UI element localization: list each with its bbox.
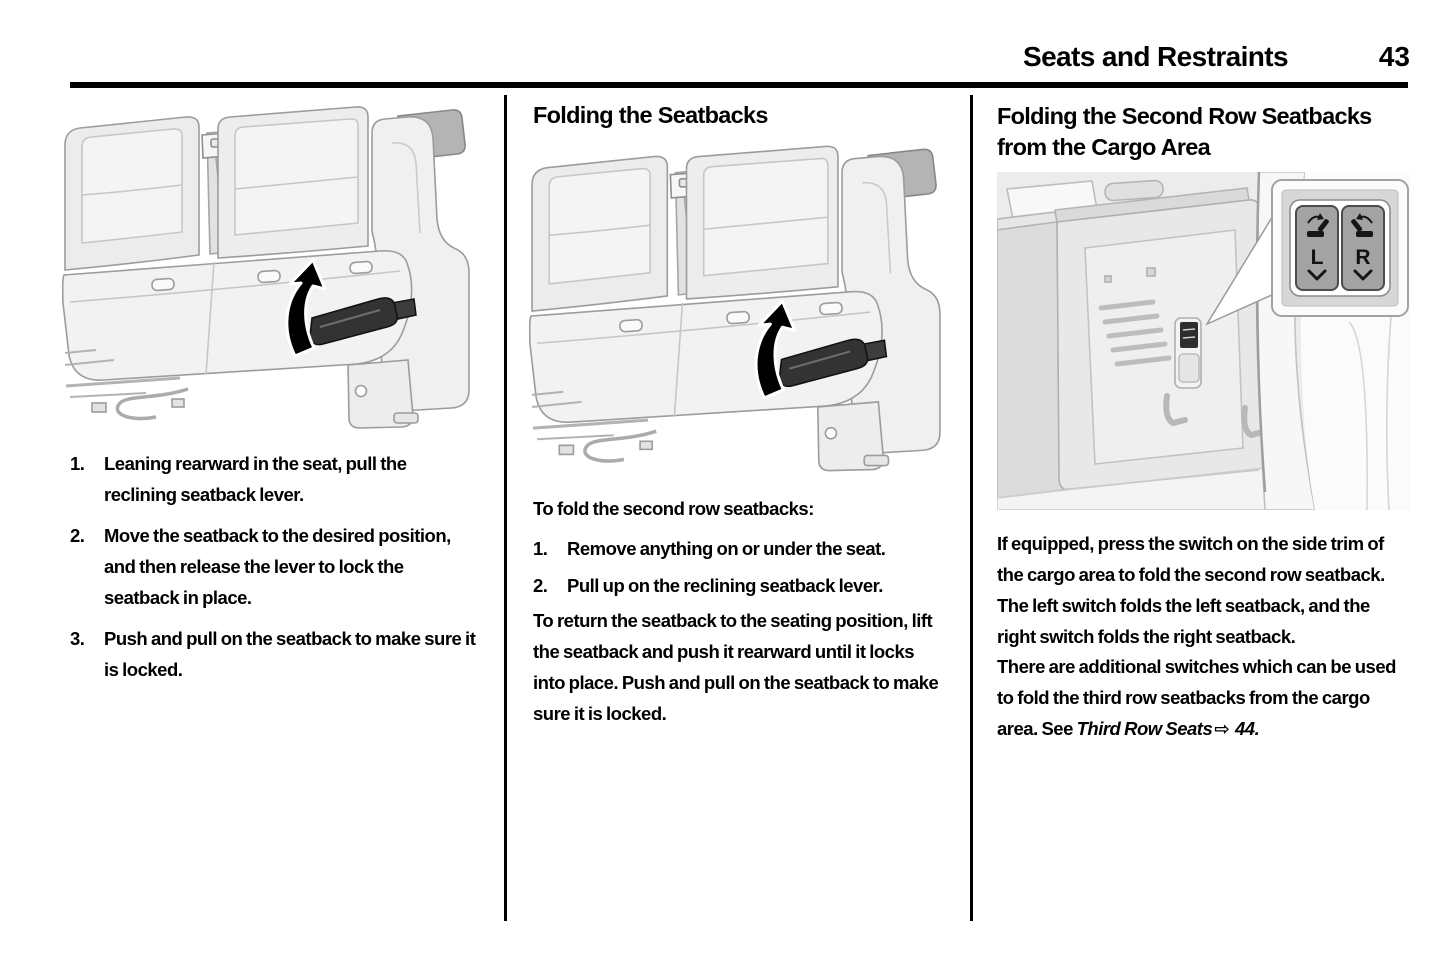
- column-divider: [970, 95, 973, 921]
- cross-reference-page: 44.: [1231, 718, 1260, 739]
- seat-fold-illustration: [529, 137, 945, 477]
- intro-text: To fold the second row seatbacks:: [533, 498, 814, 519]
- switch-left-label: L: [1310, 246, 1324, 269]
- additional-switches-text: There are additional switches which can be used to fold the third row seatbacks from the cargo area. See Third Row Seats ⇨ 44.: [997, 656, 1396, 740]
- column-divider: [504, 95, 507, 921]
- cross-reference-arrow-icon: ⇨: [1214, 719, 1230, 740]
- list-item: 1. Remove anything on or under the seat.: [533, 538, 886, 559]
- return-instructions: To return the seatback to the seating position, lift the seatback and push it rearward until it locks into place. Push and pull on the seatback to make sure it is locked.: [533, 610, 939, 724]
- seat-recline-illustration: [62, 103, 474, 429]
- list-item: 3. Push and pull on the seatback to make sure it is locked.: [70, 628, 476, 680]
- fold-steps-list: [533, 533, 945, 607]
- section-heading: Folding the Seatbacks: [533, 102, 768, 128]
- switch-right-label: R: [1355, 246, 1371, 269]
- switch-left-button-illustration: [1296, 206, 1338, 290]
- page-title: Seats and Restraints: [1023, 41, 1288, 72]
- trim-switch-illustration: [1180, 322, 1198, 348]
- header-rule: [70, 82, 1408, 88]
- list-item: 2. Pull up on the reclining seatback lever.: [533, 575, 883, 596]
- list-item: 2. Move the seatback to the desired position, and then release the lever to lock the seatback in place.: [70, 525, 451, 608]
- switch-inset-panel: [1272, 180, 1408, 316]
- cross-reference-link: Third Row Seats: [1076, 718, 1213, 739]
- section-heading: Folding the Second Row Seatbacks from the Cargo Area: [997, 103, 1372, 160]
- switch-description: If equipped, press the switch on the side trim of the cargo area to fold the second row seatback. The left switch folds the left seatback, and the right switch folds the right seatback.: [997, 533, 1385, 647]
- list-item: 1. Leaning rearward in the seat, pull the reclining seatback lever.: [70, 453, 407, 505]
- recline-steps-list: [70, 448, 482, 695]
- switch-right-button-illustration: [1342, 206, 1384, 290]
- cargo-area-illustration: [997, 172, 1410, 510]
- page-number: 43: [1378, 41, 1410, 72]
